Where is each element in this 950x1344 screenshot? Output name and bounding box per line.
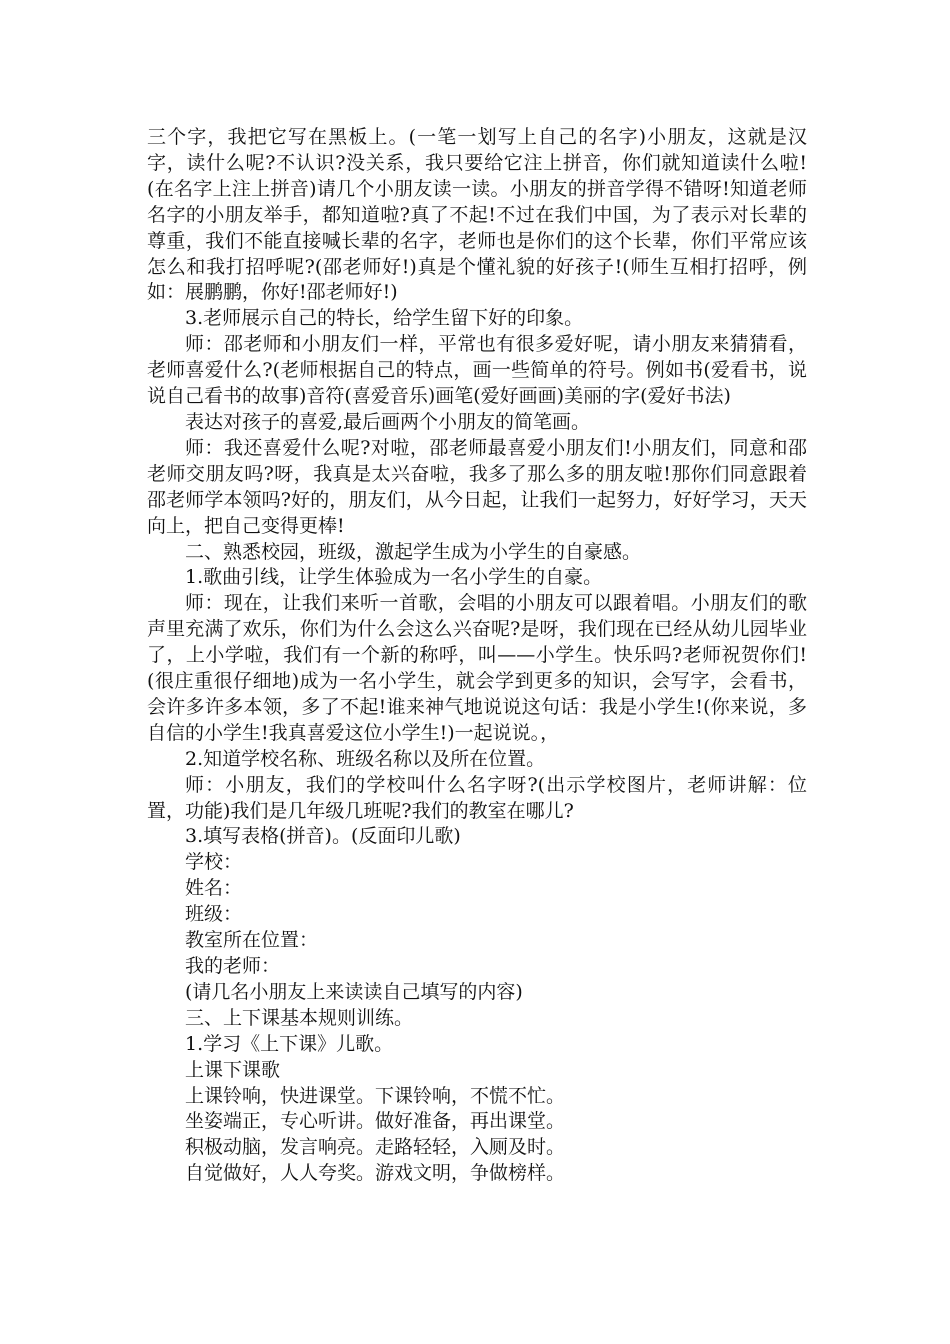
paragraph: 1.学习《上下课》儿歌。: [185, 1032, 394, 1055]
song-line: 坐姿端正，专心听讲。做好准备，再出课堂。: [185, 1110, 566, 1133]
paragraph: (请几名小朋友上来读读自己填写的内容): [185, 980, 523, 1003]
paragraph: 3.老师展示自己的特长，给学生留下好的印象。: [185, 307, 584, 330]
paragraph: 师：我还喜爱什么呢?对啦，邵老师最喜爱小朋友们!小朋友们，同意和邵老师交朋友吗?呀，我真是太兴奋啦，我多了那么多的朋友啦!那你们同意跟着邵老师学本领吗?好的，朋友们，从今日起，让我们一起努力，好好学习，天天向上，把自己变得更棒!: [147, 436, 807, 537]
form-line-class: 班级：: [185, 903, 243, 926]
paragraph: 表达对孩子的喜爱,最后画两个小朋友的简笔画。: [185, 410, 591, 433]
song-line: 自觉做好，人人夸奖。游戏文明，争做榜样。: [185, 1162, 566, 1185]
paragraph: 三个字，我把它写在黑板上。(一笔一划写上自己的名字)小朋友，这就是汉字，读什么呢?不认识?没关系，我只要给它注上拼音，你们就知道读什么啦!(在名字上注上拼音)请几个小朋友读一读。小朋友的拼音学得不错呀!知道老师名字的小朋友举手，都知道啦?真了不起!不过在我们中国，为了表示对长辈的尊重，我们不能直接喊长辈的名字，老师也是你们的这个长辈，你们平常应该怎么和我打招呼呢?(邵老师好!)真是个懂礼貌的好孩子!(师生互相打招呼，例如：展鹏鹏，你好!邵老师好!): [147, 126, 807, 304]
document-page: [147, 125, 807, 1187]
form-line-school: 学校：: [185, 851, 243, 874]
paragraph: 2.知道学校名称、班级名称以及所在位置。: [185, 747, 546, 770]
paragraph: 1.歌曲引线，让学生体验成为一名小学生的自豪。: [185, 566, 603, 589]
paragraph: 师：邵老师和小朋友们一样，平常也有很多爱好呢，请小朋友来猜猜看，老师喜爱什么?(老师根据自己的特点，画一些简单的符号。例如书(爱看书，说说自己看书的故事)音符(喜爱音乐)画笔(爱好画画)美丽的字(爱好书法): [147, 333, 807, 408]
song-title: 上课下课歌: [185, 1058, 281, 1081]
paragraph: 师：小朋友，我们的学校叫什么名字呀?(出示学校图片，老师讲解：位置，功能)我们是几年级几班呢?我们的教室在哪儿?: [147, 773, 807, 822]
song-line: 积极动脑，发言响亮。走路轻轻，入厕及时。: [185, 1136, 566, 1159]
form-line-classroom-location: 教室所在位置：: [185, 929, 319, 952]
form-line-name: 姓名：: [185, 877, 243, 900]
form-line-teacher: 我的老师：: [185, 955, 281, 977]
section-heading: 二、熟悉校园，班级，激起学生成为小学生的自豪感。: [185, 540, 642, 563]
paragraph: 3.填写表格(拼音)。(反面印儿歌): [185, 825, 461, 848]
section-heading: 三、上下课基本规则训练。: [185, 1006, 414, 1029]
paragraph: 师：现在，让我们来听一首歌，会唱的小朋友可以跟着唱。小朋友们的歌声里充满了欢乐，你们为什么会这么兴奋呢?是呀，我们现在已经从幼儿园毕业了，上小学啦，我们有一个新的称呼，叫——小学生。快乐吗?老师祝贺你们!(很庄重很仔细地)成为一名小学生，就会学到更多的知识，会写字，会看书，会许多许多本领，多了不起!谁来神气地说说这句话：我是小学生!(你来说，多自信的小学生!我真喜爱这位小学生!)一起说说。，: [147, 592, 807, 744]
song-line: 上课铃响，快进课堂。下课铃响，不慌不忙。: [185, 1084, 566, 1107]
